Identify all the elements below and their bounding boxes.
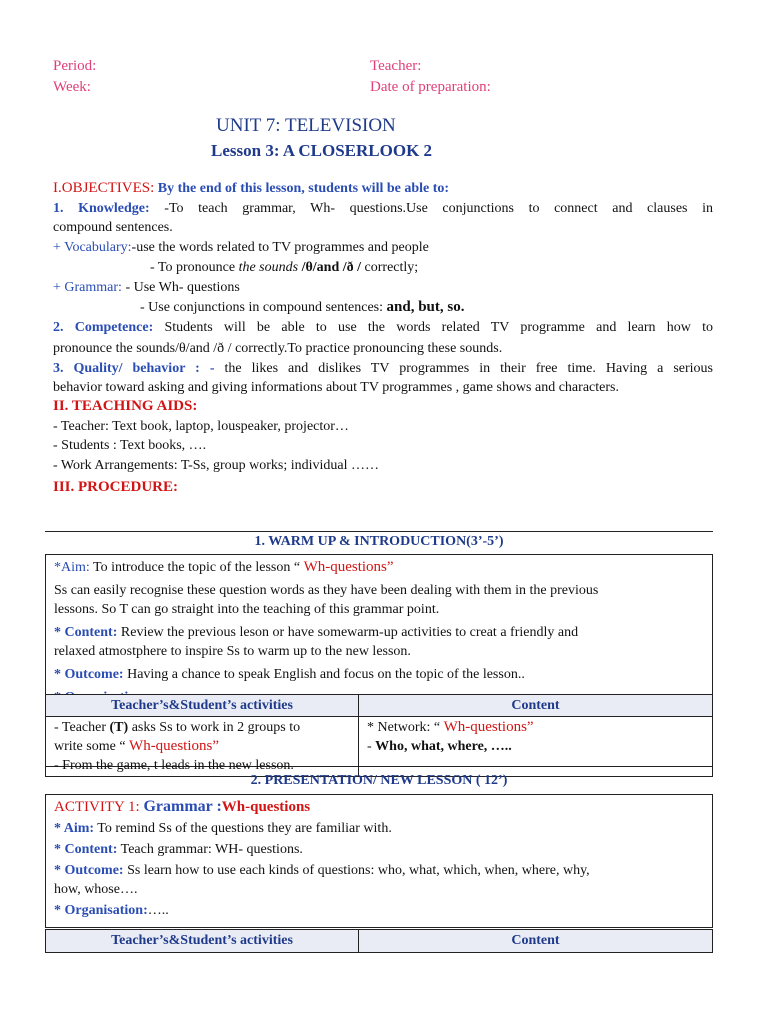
aids-students: - Students : Text books, …. (53, 438, 207, 453)
knowledge-label: 1. Knowledge: (53, 201, 150, 216)
warmup-outcome (46, 663, 712, 686)
presentation-col-activities: Teacher’s&Student’s activities (46, 930, 359, 953)
warmup-table (45, 694, 713, 777)
quality-label: 3. Quality/ behavior : - (53, 361, 215, 376)
warmup-right-2b: Who, what, where, ….. (375, 739, 512, 754)
pronounce-line (150, 258, 768, 278)
activity-blue: Grammar : (143, 798, 222, 815)
presentation-aim-text: To remind Ss of the questions they are familiar with. (94, 821, 392, 836)
week-label: Week: (53, 79, 91, 95)
warmup-right-2a: - (367, 739, 376, 754)
pronounce-symbols: /θ/and /ð / (298, 260, 365, 275)
presentation-org (46, 901, 712, 922)
warmup-right-1a: * Network: “ (367, 720, 444, 735)
vocab-text: -use the words related to TV programmes and people (131, 240, 429, 255)
warmup-col-activities: Teacher’s&Student’s activities (46, 695, 359, 717)
warmup-table-row (46, 717, 713, 777)
objectives-intro: By the end of this lesson, students will be able to: (157, 181, 450, 196)
warmup-content-label: * Content: (54, 625, 118, 640)
presentation-aim (46, 819, 712, 840)
warmup-left-1c: asks Ss to work in 2 groups to (128, 720, 301, 735)
warmup-desc-2: lessons. So T can go straight into the teaching of this grammar point. (54, 602, 440, 617)
activity-red: Wh-questions (221, 799, 311, 815)
presentation-content-label: * Content: (54, 842, 118, 857)
grammar-label: + Grammar: (53, 280, 122, 295)
competence-text-cont: pronounce the sounds/θ/and /ð / correctly.To practice pronouncing these sounds. (53, 341, 503, 356)
presentation-outcome-label: * Outcome: (54, 863, 124, 878)
section-divider (45, 531, 713, 532)
knowledge-line (53, 199, 713, 219)
vocab-label: + Vocabulary: (53, 240, 132, 255)
warmup-desc (46, 579, 712, 621)
presentation-org-text: ….. (147, 903, 169, 918)
conjunction-line (140, 298, 768, 318)
activity-label: ACTIVITY 1: (54, 799, 144, 815)
presentation-outcome (46, 861, 712, 901)
quality-line (53, 359, 713, 379)
quality-text-cont: behavior toward asking and giving informations about TV programmes , game shows and characters. (53, 380, 619, 395)
conjunction-bold: and, but, so. (386, 299, 465, 315)
presentation-col-content: Content (359, 930, 713, 953)
warmup-row-right (359, 717, 713, 777)
warmup-left-2a: write some “ (54, 739, 130, 754)
warmup-box (45, 554, 713, 773)
grammar-text: - Use Wh- questions (121, 280, 240, 295)
warmup-aim-text: To introduce the topic of the lesson “ (89, 560, 304, 575)
warmup-aim-red: Wh-questions” (303, 559, 394, 575)
date-label: Date of preparation: (370, 79, 491, 95)
presentation-title: 2. PRESENTATION/ NEW LESSON ( 12’) (250, 773, 508, 788)
warmup-org-label: * Organisation: (54, 690, 148, 705)
vocab-line (53, 238, 713, 258)
presentation-box (45, 794, 713, 928)
warmup-right-1b: Wh-questions” (443, 719, 534, 735)
warmup-desc-1: Ss can easily recognise these question words as they have been dealing with them in the previous (54, 583, 599, 598)
presentation-org-label: * Organisation: (54, 903, 148, 918)
knowledge-text: -To teach grammar, Wh- questions.Use conjunctions to connect and clauses in (164, 201, 713, 216)
warmup-left-3: - From the game, t leads in the new lesson. (54, 758, 294, 773)
quality-text: the likes and dislikes TV programmes in their free time. Having a serious (214, 361, 714, 376)
unit-title: UNIT 7: TELEVISION (216, 115, 396, 136)
aids-work: - Work Arrangements: T-Ss, group works; individual …… (53, 458, 380, 473)
pronounce-italic: the sounds (238, 260, 299, 275)
competence-label: 2. Competence: (53, 320, 154, 335)
grammar-line (53, 278, 713, 298)
warmup-left-1b: (T) (109, 720, 129, 735)
presentation-table (45, 929, 713, 953)
presentation-aim-label: * Aim: (54, 821, 95, 836)
competence-text: Students will be able to use the words related TV programme and learn how to (153, 320, 713, 335)
warmup-left-2b: Wh-questions” (129, 738, 220, 754)
presentation-content (46, 840, 712, 861)
teacher-label: Teacher: (370, 58, 422, 74)
objectives-heading-line (53, 179, 713, 199)
warmup-outcome-text: Having a chance to speak English and focus on the topic of the lesson.. (123, 667, 525, 682)
warmup-table-header (46, 695, 713, 717)
period-label: Period: (53, 58, 97, 74)
pronounce-prefix: - To pronounce (150, 260, 239, 275)
pronounce-suffix: correctly; (364, 260, 419, 275)
aids-heading: II. TEACHING AIDS: (53, 398, 198, 414)
activity-line (46, 795, 712, 819)
warmup-content-text-2: relaxed atmostphere to inspire Ss to warm up to the new lesson. (54, 644, 411, 659)
procedure-heading: III. PROCEDURE: (53, 479, 179, 495)
warmup-outcome-label: * Outcome: (54, 667, 124, 682)
presentation-outcome-text: Ss learn how to use each kinds of questions: who, what, which, when, where, why, (123, 863, 590, 878)
aids-teacher: - Teacher: Text book, laptop, louspeaker, projector… (53, 419, 349, 434)
warmup-content (46, 621, 712, 663)
warmup-content-text: Review the previous leson or have somewarm-up activities to creat a friendly and (117, 625, 579, 640)
knowledge-text-cont: compound sentences. (53, 220, 173, 235)
warmup-title: 1. WARM UP & INTRODUCTION(3’-5’) (254, 534, 504, 549)
presentation-content-text: Teach grammar: WH- questions. (117, 842, 303, 857)
competence-line (53, 318, 713, 338)
warmup-left-1a: - Teacher (54, 720, 110, 735)
warmup-col-content: Content (359, 695, 713, 717)
conjunction-text: - Use conjunctions in compound sentences: (140, 300, 387, 315)
warmup-row-left (46, 717, 359, 777)
presentation-table-header (46, 930, 713, 953)
presentation-outcome-text-2: how, whose…. (54, 882, 138, 897)
lesson-title: Lesson 3: A CLOSERLOOK 2 (211, 141, 433, 160)
warmup-aim (46, 555, 712, 579)
objectives-heading: I.OBJECTIVES: (53, 180, 155, 196)
warmup-aim-label: *Aim: (54, 560, 90, 575)
